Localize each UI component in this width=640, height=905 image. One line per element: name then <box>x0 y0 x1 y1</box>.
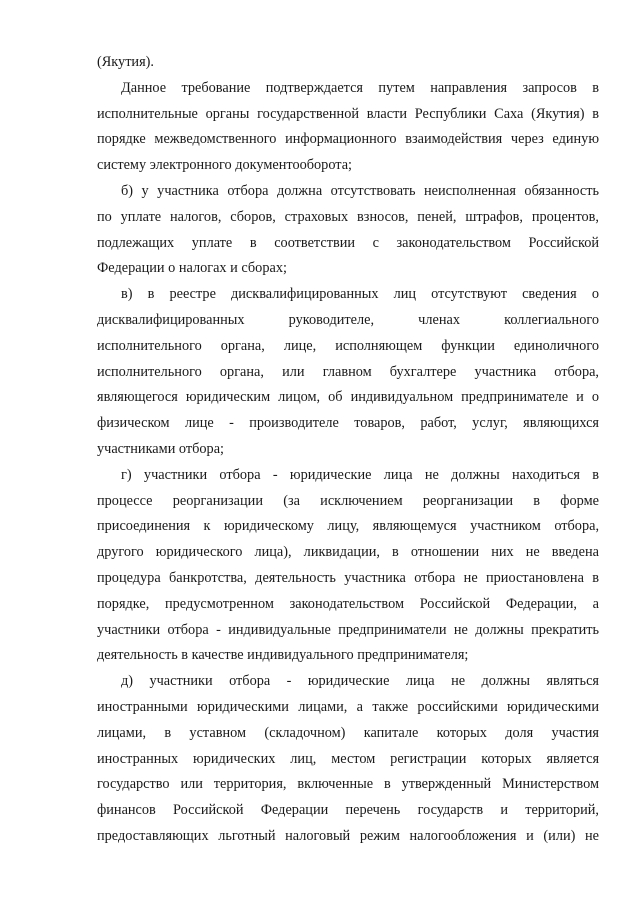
text-line: процессе реорганизации (за исключением реорганизации в форме <box>97 492 599 509</box>
text-line: порядке межведомственного информационного взаимодействия через единую <box>97 131 599 148</box>
text-line: по уплате налогов, сборов, страховых взносов, пеней, штрафов, процентов, <box>97 208 599 225</box>
text-line: предоставляющих льготный налоговый режим налогообложения и (или) не <box>97 827 599 844</box>
text-line: государство или территория, включенные в утвержденный Министерством <box>97 776 600 793</box>
text-line: являющегося юридическим лицом, об индивидуальном предпринимателе и о <box>97 389 599 406</box>
text-line: порядке, предусмотренном законодательством Российской Федерации, а <box>97 595 600 612</box>
text-line: систему электронного документооборота; <box>97 157 353 174</box>
text-line: участники отбора - индивидуальные предприниматели не должны прекратить <box>97 621 600 638</box>
text-line: физическом лице - производителе товаров, работ, услуг, являющихся <box>97 415 599 432</box>
text-line: участниками отбора; <box>97 440 225 457</box>
text-line: иностранных юридических лиц, местом регистрации которых является <box>97 750 600 767</box>
text-line: процедура банкротства, деятельность участника отбора не приостановлена в <box>97 569 599 586</box>
text-line: присоединения к юридическому лицу, являющемуся участником отбора, <box>97 518 600 535</box>
paragraph-item-d <box>97 669 599 850</box>
text-line: иностранными юридическими лицами, а также российскими юридическими <box>97 698 599 715</box>
paragraph-continuation <box>97 50 599 76</box>
text-line: исполнительного органа, или главном бухгалтере участника отбора, <box>97 363 600 380</box>
text-line: д) участники отбора - юридические лица не должны являться <box>121 673 599 690</box>
text-line: лицами, в уставном (складочном) капитале которых доля участия <box>97 724 600 741</box>
text-line: финансов Российской Федерации перечень государств и территорий, <box>97 802 599 819</box>
text-line: Данное требование подтверждается путем направления запросов в <box>121 79 600 96</box>
paragraph-item-g <box>97 463 599 669</box>
text-line: в) в реестре дисквалифицированных лиц отсутствуют сведения о <box>121 286 599 303</box>
text-line: Федерации о налогах и сборах; <box>97 260 287 277</box>
text-line: исполнительного органа, лице, исполняющем функции единоличного <box>97 337 599 354</box>
text-line: деятельность в качестве индивидуального предпринимателя; <box>97 647 469 664</box>
paragraph-item-v <box>97 282 599 463</box>
paragraph-requirement-confirmation <box>97 76 599 179</box>
text-line: подлежащих уплате в соответствии с законодательством Российской <box>97 234 599 251</box>
text-line: исполнительные органы государственной власти Республики Саха (Якутия) в <box>97 105 599 122</box>
text-line: г) участники отбора - юридические лица не должны находиться в <box>121 466 599 483</box>
document-text <box>97 50 599 850</box>
text-line: другого юридического лица), ликвидации, в отношении них не введена <box>97 544 599 561</box>
text-line: дисквалифицированных руководителе, членах коллегиального <box>97 311 600 328</box>
text-line: б) у участника отбора должна отсутствовать неисполненная обязанность <box>121 182 599 199</box>
paragraph-item-b <box>97 179 599 282</box>
text-line: (Якутия). <box>97 54 154 70</box>
